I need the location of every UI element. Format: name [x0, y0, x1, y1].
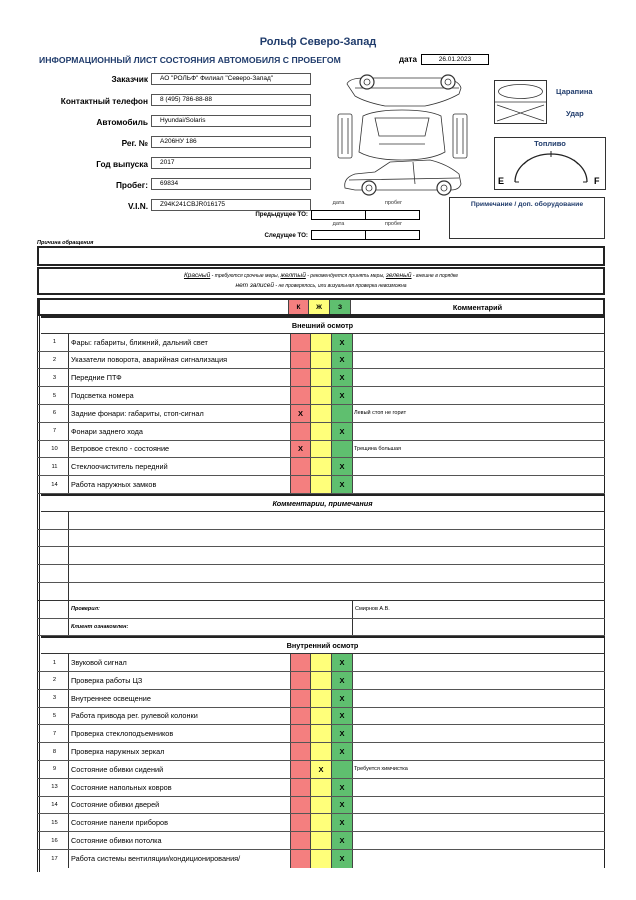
- row-number: 10: [41, 441, 69, 458]
- row-number: 14: [41, 797, 69, 814]
- phone-label: Контактный телефон: [60, 96, 148, 106]
- header-red: К: [288, 300, 309, 314]
- comment-cell[interactable]: [353, 476, 605, 493]
- green-cell[interactable]: X: [332, 814, 353, 831]
- comment-line[interactable]: [37, 547, 605, 565]
- table-row: [37, 476, 605, 494]
- green-cell[interactable]: [332, 761, 353, 778]
- yellow-cell[interactable]: [311, 423, 332, 440]
- yellow-cell[interactable]: [311, 850, 332, 868]
- row-number: [41, 512, 69, 529]
- table-row: [37, 405, 605, 423]
- comment-cell[interactable]: [353, 832, 605, 849]
- comment-line-field[interactable]: [69, 512, 605, 529]
- prev-date-caption: дата: [332, 200, 345, 206]
- red-cell[interactable]: [290, 779, 311, 796]
- client-ack-field[interactable]: [353, 619, 605, 636]
- company-title: Рольф Северо-Запад: [259, 36, 377, 48]
- yellow-cell[interactable]: [311, 441, 332, 458]
- legend-none-keyword: нет записей: [235, 282, 275, 289]
- table-row: [37, 779, 605, 797]
- row-name: Звуковой сигнал: [71, 658, 127, 668]
- comment-cell[interactable]: [353, 743, 605, 760]
- yellow-cell[interactable]: [311, 708, 332, 725]
- green-cell[interactable]: X: [332, 779, 353, 796]
- red-cell[interactable]: [290, 814, 311, 831]
- header-comment: Комментарий: [452, 302, 503, 312]
- red-cell[interactable]: [290, 458, 311, 475]
- comment-cell[interactable]: [353, 334, 605, 351]
- car-label: Автомобиль: [96, 117, 148, 127]
- yellow-cell[interactable]: X: [311, 761, 332, 778]
- table-row: [37, 387, 605, 405]
- comment-cell[interactable]: [353, 814, 605, 831]
- table-row: [37, 832, 605, 850]
- row-name: Фонари заднего хода: [71, 426, 143, 436]
- red-cell[interactable]: [290, 476, 311, 493]
- form-title: ИНФОРМАЦИОННЫЙ ЛИСТ СОСТОЯНИЯ АВТОМОБИЛЯ С ПРОБЕГОМ: [39, 55, 341, 65]
- client-ack-row: [37, 619, 605, 637]
- red-cell[interactable]: [290, 352, 311, 369]
- row-number: 7: [41, 725, 69, 742]
- table-row: [37, 441, 605, 459]
- section-exterior: Внешний осмотр: [41, 316, 605, 334]
- section-interior: Внутренний осмотр: [41, 636, 605, 654]
- row-name: Указатели поворота, аварийная сигнализация: [71, 355, 228, 365]
- row-number: 6: [41, 405, 69, 422]
- date-field[interactable]: 26.01.2023: [421, 54, 489, 65]
- row-number: 8: [41, 743, 69, 760]
- dent-label: Удар: [566, 109, 584, 118]
- prev-to-mileage-field[interactable]: [365, 210, 420, 220]
- comment-line[interactable]: [37, 512, 605, 530]
- comment-cell[interactable]: Трещина большая: [353, 441, 605, 458]
- row-name: Работа наружных замков: [71, 480, 157, 490]
- green-cell[interactable]: X: [332, 743, 353, 760]
- next-to-date-field[interactable]: [311, 230, 366, 240]
- comment-cell[interactable]: [353, 672, 605, 689]
- yellow-cell[interactable]: [311, 352, 332, 369]
- table-row: [37, 761, 605, 779]
- green-cell[interactable]: X: [332, 458, 353, 475]
- phone-field[interactable]: 8 (495) 786-88-88: [151, 94, 311, 106]
- comment-cell[interactable]: [353, 708, 605, 725]
- row-name: Задние фонари: габариты, стоп-сигнал: [71, 408, 204, 418]
- scratch-label: Царапина: [556, 87, 593, 96]
- comment-cell[interactable]: [353, 423, 605, 440]
- green-cell[interactable]: X: [332, 850, 353, 868]
- red-cell[interactable]: [290, 690, 311, 707]
- row-name: Фары: габариты, ближний, дальний свет: [71, 337, 208, 347]
- client-ack-label: Клиент ознакомлен:: [69, 619, 353, 636]
- yellow-cell[interactable]: [311, 743, 332, 760]
- red-cell[interactable]: [290, 654, 311, 671]
- next-to-label: Следущее ТО:: [264, 232, 308, 239]
- comment-cell[interactable]: [353, 369, 605, 386]
- fuel-gauge[interactable]: [494, 137, 606, 190]
- row-number: [41, 601, 69, 618]
- green-cell[interactable]: X: [332, 708, 353, 725]
- comment-cell[interactable]: [353, 850, 605, 868]
- damage-legend: [494, 80, 547, 124]
- next-date-caption: дата: [332, 221, 345, 227]
- table-row: [37, 708, 605, 726]
- table-row: [37, 423, 605, 441]
- year-field[interactable]: 2017: [151, 157, 311, 169]
- vin-label: V.I.N.: [128, 201, 148, 211]
- row-name: Состояние панели приборов: [71, 818, 168, 828]
- red-cell[interactable]: [290, 334, 311, 351]
- row-name: Внутреннее освещение: [71, 693, 151, 703]
- legend-yellow-keyword: желтый: [280, 272, 306, 279]
- car-diagram-icon[interactable]: [335, 72, 470, 200]
- next-mileage-caption: пробег: [384, 221, 403, 227]
- table-row: [37, 352, 605, 370]
- row-number: [41, 530, 69, 547]
- prev-to-label: Предыдущее ТО:: [255, 211, 308, 218]
- row-number: 11: [41, 458, 69, 475]
- comment-line[interactable]: [37, 530, 605, 548]
- legend-none-desc: - не проверялось, или визуальная проверка невозможна: [274, 283, 407, 289]
- row-name: Состояние напольных ковров: [71, 782, 172, 792]
- red-cell[interactable]: [290, 708, 311, 725]
- row-number: [41, 619, 69, 636]
- row-number: [41, 583, 69, 600]
- red-cell[interactable]: [290, 743, 311, 760]
- date-label: дата: [399, 55, 417, 64]
- green-cell[interactable]: X: [332, 654, 353, 671]
- row-number: 5: [41, 387, 69, 404]
- comment-line-field[interactable]: [69, 547, 605, 564]
- row-name: Проверка стеклоподъемников: [71, 729, 174, 739]
- row-number: 13: [41, 779, 69, 796]
- comment-line[interactable]: [37, 583, 605, 601]
- table-row: [37, 654, 605, 672]
- green-cell[interactable]: X: [332, 369, 353, 386]
- reg-number-label: Рег. №: [121, 138, 148, 148]
- table-row: [37, 672, 605, 690]
- row-number: 7: [41, 423, 69, 440]
- checked-by-label: Проверил:: [69, 601, 353, 618]
- reason-field[interactable]: [37, 246, 605, 266]
- header-yellow: Ж: [309, 300, 330, 314]
- comment-cell[interactable]: [353, 387, 605, 404]
- green-cell[interactable]: X: [332, 476, 353, 493]
- comment-line-field[interactable]: [69, 583, 605, 600]
- green-cell[interactable]: [332, 405, 353, 422]
- green-cell[interactable]: X: [332, 797, 353, 814]
- comment-cell[interactable]: [353, 352, 605, 369]
- comment-cell[interactable]: [353, 458, 605, 475]
- prev-mileage-caption: пробег: [384, 200, 403, 206]
- table-row: [37, 797, 605, 815]
- yellow-cell[interactable]: [311, 690, 332, 707]
- row-name: Проверка работы ЦЗ: [71, 675, 143, 685]
- legend-red-keyword: Красный: [183, 272, 211, 279]
- row-name: Состояние обивки дверей: [71, 800, 160, 810]
- green-cell[interactable]: X: [332, 690, 353, 707]
- red-cell[interactable]: [290, 725, 311, 742]
- row-number: 9: [41, 761, 69, 778]
- green-cell[interactable]: X: [332, 725, 353, 742]
- car-field[interactable]: Hyundai/Solaris: [151, 115, 311, 127]
- yellow-cell[interactable]: [311, 334, 332, 351]
- red-cell[interactable]: X: [290, 441, 311, 458]
- damage-legend-icon: [495, 81, 546, 123]
- color-legend: [37, 267, 605, 295]
- customer-label: Заказчик: [111, 74, 148, 84]
- row-number: [41, 547, 69, 564]
- inspection-table: [37, 298, 605, 868]
- row-number: 3: [41, 690, 69, 707]
- comment-line[interactable]: [37, 565, 605, 583]
- table-row: [37, 334, 605, 352]
- reason-label: Причина обращения: [37, 240, 94, 246]
- comment-line-field[interactable]: [69, 530, 605, 547]
- comment-cell[interactable]: Левый стоп не горит: [353, 405, 605, 422]
- row-number: 14: [41, 476, 69, 493]
- red-cell[interactable]: [290, 387, 311, 404]
- yellow-cell[interactable]: [311, 654, 332, 671]
- green-cell[interactable]: X: [332, 423, 353, 440]
- row-name: Передние ПТФ: [71, 373, 122, 383]
- red-cell[interactable]: [290, 850, 311, 868]
- mileage-field[interactable]: 69834: [151, 178, 311, 190]
- green-cell[interactable]: X: [332, 334, 353, 351]
- customer-field[interactable]: АО "РОЛЬФ" Филиал "Северо-Запад": [151, 73, 311, 85]
- year-label: Год выпуска: [96, 159, 148, 169]
- red-cell[interactable]: [290, 797, 311, 814]
- row-number: 1: [41, 334, 69, 351]
- row-number: 2: [41, 672, 69, 689]
- yellow-cell[interactable]: [311, 814, 332, 831]
- comment-cell[interactable]: Требуется химчистка: [353, 761, 605, 778]
- table-row: [37, 725, 605, 743]
- comment-cell[interactable]: [353, 690, 605, 707]
- red-cell[interactable]: [290, 423, 311, 440]
- section-comments: Комментарии, примечания: [41, 494, 605, 512]
- row-name: Подсветка номера: [71, 391, 134, 401]
- row-number: 5: [41, 708, 69, 725]
- row-number: 17: [41, 850, 69, 868]
- header-green: З: [330, 300, 351, 314]
- row-number: 2: [41, 352, 69, 369]
- fuel-title: Топливо: [534, 139, 566, 148]
- row-name: Работа привода рег. рулевой колонки: [71, 711, 198, 721]
- comment-line-field[interactable]: [69, 565, 605, 582]
- comment-cell[interactable]: [353, 797, 605, 814]
- vin-field[interactable]: Z94K241CBJR016175: [151, 199, 311, 211]
- red-cell[interactable]: X: [290, 405, 311, 422]
- red-cell[interactable]: [290, 672, 311, 689]
- table-row: [37, 850, 605, 868]
- yellow-cell[interactable]: [311, 458, 332, 475]
- green-cell[interactable]: X: [332, 387, 353, 404]
- table-row: [37, 369, 605, 387]
- green-cell[interactable]: X: [332, 832, 353, 849]
- yellow-cell[interactable]: [311, 476, 332, 493]
- fuel-gauge-icon: [509, 150, 593, 188]
- table-row: [37, 458, 605, 476]
- yellow-cell[interactable]: [311, 405, 332, 422]
- red-cell[interactable]: [290, 369, 311, 386]
- checked-by-row: [37, 601, 605, 619]
- yellow-cell[interactable]: [311, 369, 332, 386]
- row-name: Проверка наружных зеркал: [71, 747, 165, 757]
- row-name: Стеклоочиститель передний: [71, 462, 168, 472]
- reg-number-field[interactable]: А206НУ 186: [151, 136, 311, 148]
- yellow-cell[interactable]: [311, 779, 332, 796]
- note-field[interactable]: [449, 197, 605, 239]
- comment-cell[interactable]: [353, 779, 605, 796]
- yellow-cell[interactable]: [311, 832, 332, 849]
- prev-to-date-field[interactable]: [311, 210, 366, 220]
- mileage-label: Пробег:: [115, 180, 148, 190]
- next-to-mileage-field[interactable]: [365, 230, 420, 240]
- table-row: [37, 814, 605, 832]
- row-name: Работа системы вентиляции/кондиционирования/: [71, 854, 241, 864]
- comment-cell[interactable]: [353, 654, 605, 671]
- legend-green-keyword: зеленый: [385, 272, 412, 279]
- yellow-cell[interactable]: [311, 387, 332, 404]
- table-row: [37, 743, 605, 761]
- row-name: Состояние обивки потолка: [71, 836, 162, 845]
- checked-by-field[interactable]: Смирнов А.В.: [353, 601, 605, 618]
- legend-yellow-desc: - рекомендуется принять меры,: [305, 273, 386, 279]
- row-number: 15: [41, 814, 69, 831]
- yellow-cell[interactable]: [311, 797, 332, 814]
- row-number: 16: [41, 832, 69, 849]
- green-cell[interactable]: X: [332, 352, 353, 369]
- row-name: Ветровое стекло - состояние: [71, 444, 170, 454]
- row-number: [41, 565, 69, 582]
- header-blank: [39, 300, 288, 314]
- red-cell[interactable]: [290, 761, 311, 778]
- legend-green-desc: - внешне в порядке: [411, 273, 459, 279]
- yellow-cell[interactable]: [311, 725, 332, 742]
- comment-cell[interactable]: [353, 725, 605, 742]
- fuel-full-label: F: [594, 176, 600, 186]
- fuel-empty-label: E: [498, 176, 505, 186]
- green-cell[interactable]: [332, 441, 353, 458]
- row-number: 1: [41, 654, 69, 671]
- note-title: Примечание / доп. оборудование: [470, 201, 584, 208]
- yellow-cell[interactable]: [311, 672, 332, 689]
- row-name: Состояние обивки сидений: [71, 764, 164, 774]
- legend-red-desc: - требуются срочные меры,: [210, 273, 281, 279]
- table-header: [37, 298, 605, 316]
- row-number: 3: [41, 369, 69, 386]
- table-row: [37, 690, 605, 708]
- red-cell[interactable]: [290, 832, 311, 849]
- green-cell[interactable]: X: [332, 672, 353, 689]
